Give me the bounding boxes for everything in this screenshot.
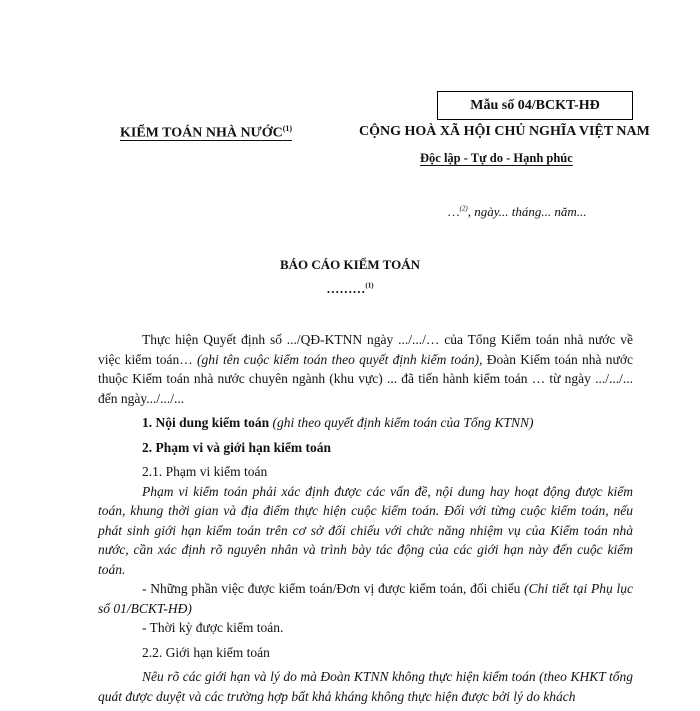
form-code: Mẫu số 04/BCKT-HĐ (470, 98, 600, 113)
agency-footnote-mark: (1) (282, 124, 293, 133)
date-text: , ngày... tháng... năm... (467, 204, 587, 219)
intro-paragraph (98, 330, 633, 408)
report-subtitle (0, 281, 700, 297)
scope-bullet-2: - Thời kỳ được kiểm toán. (142, 620, 284, 635)
document-body (98, 330, 633, 711)
scope-bullet-1-text: - Những phần việc được kiểm toán/Đơn vị được kiểm toán, đối chiếu (142, 581, 525, 596)
scope-bullet-1 (98, 579, 633, 618)
republic-title: CỘNG HOÀ XÃ HỘI CHỦ NGHĨA VIỆT NAM (359, 124, 650, 139)
section-1-note: (ghi theo quyết định kiểm toán của Tổng KTNN) (269, 415, 534, 430)
date-prefix: … (448, 204, 460, 219)
section-2-2-heading: 2.2. Giới hạn kiểm toán (142, 644, 270, 660)
scope-bullet-1-note: (Chi tiết tại Phụ lục số 01/BCKT-HĐ) (98, 581, 633, 616)
section-2-1-text: Phạm vi kiểm toán phải xác định được các vấn đề, nội dung hay hoạt động được kiểm toán, khung thời gian và địa điểm thực hiện cuộc kiểm toán. Đối với từng cuộc kiểm toán, nếu phát sinh giới hạn kiểm toán trên cơ sở đối chiếu với chức năng nhiệm vụ của Kiểm toán nhà nước, cần xác định rõ nguyên nhân và trình bày tác động của các giới hạn này đến cuộc kiểm toán. (98, 483, 633, 577)
section-2-heading: 2. Phạm vi và giới hạn kiểm toán (142, 439, 331, 455)
agency-name (120, 124, 292, 142)
section-1-heading (98, 413, 633, 433)
intro-italic-note: (ghi tên cuộc kiểm toán theo quyết định kiểm toán) (197, 351, 480, 367)
national-motto: Độc lập - Tự do - Hạnh phúc (420, 151, 573, 165)
section-2-1-heading: 2.1. Phạm vi kiểm toán (142, 464, 268, 479)
form-code-box (437, 91, 633, 120)
section-2-2-text: Nêu rõ các giới hạn và lý do mà Đoàn KTNN không thực hiện kiểm toán (theo KHKT tổng quát được duyệt và các trường hợp bất khả kháng không thực hiện được bởi lý do khách (98, 669, 633, 704)
date-line (448, 204, 587, 220)
section-1-title: 1. Nội dung kiểm toán (142, 415, 270, 430)
report-subtitle-footnote-mark: (1) (365, 281, 374, 290)
intro-text-a: Thực hiện Quyết định số .../QĐ-KTNN ngày .../.../… của Tổng Kiểm toán nhà nước về việc kiểm toán… (98, 332, 633, 367)
agency-name-text: KIỂM TOÁN NHÀ NƯỚC (120, 125, 283, 141)
report-subtitle-text: ……… (326, 281, 366, 296)
report-title: BÁO CÁO KIỂM TOÁN (279, 257, 420, 272)
intro-text-b: , Đoàn Kiểm toán nhà nước thuộc Kiểm toán nhà nước chuyên ngành (khu vực) ... đã tiến hành kiểm toán … từ ngày .../.../... đến ngày.../.../... (98, 351, 633, 406)
date-footnote-mark: (2) (459, 204, 468, 213)
